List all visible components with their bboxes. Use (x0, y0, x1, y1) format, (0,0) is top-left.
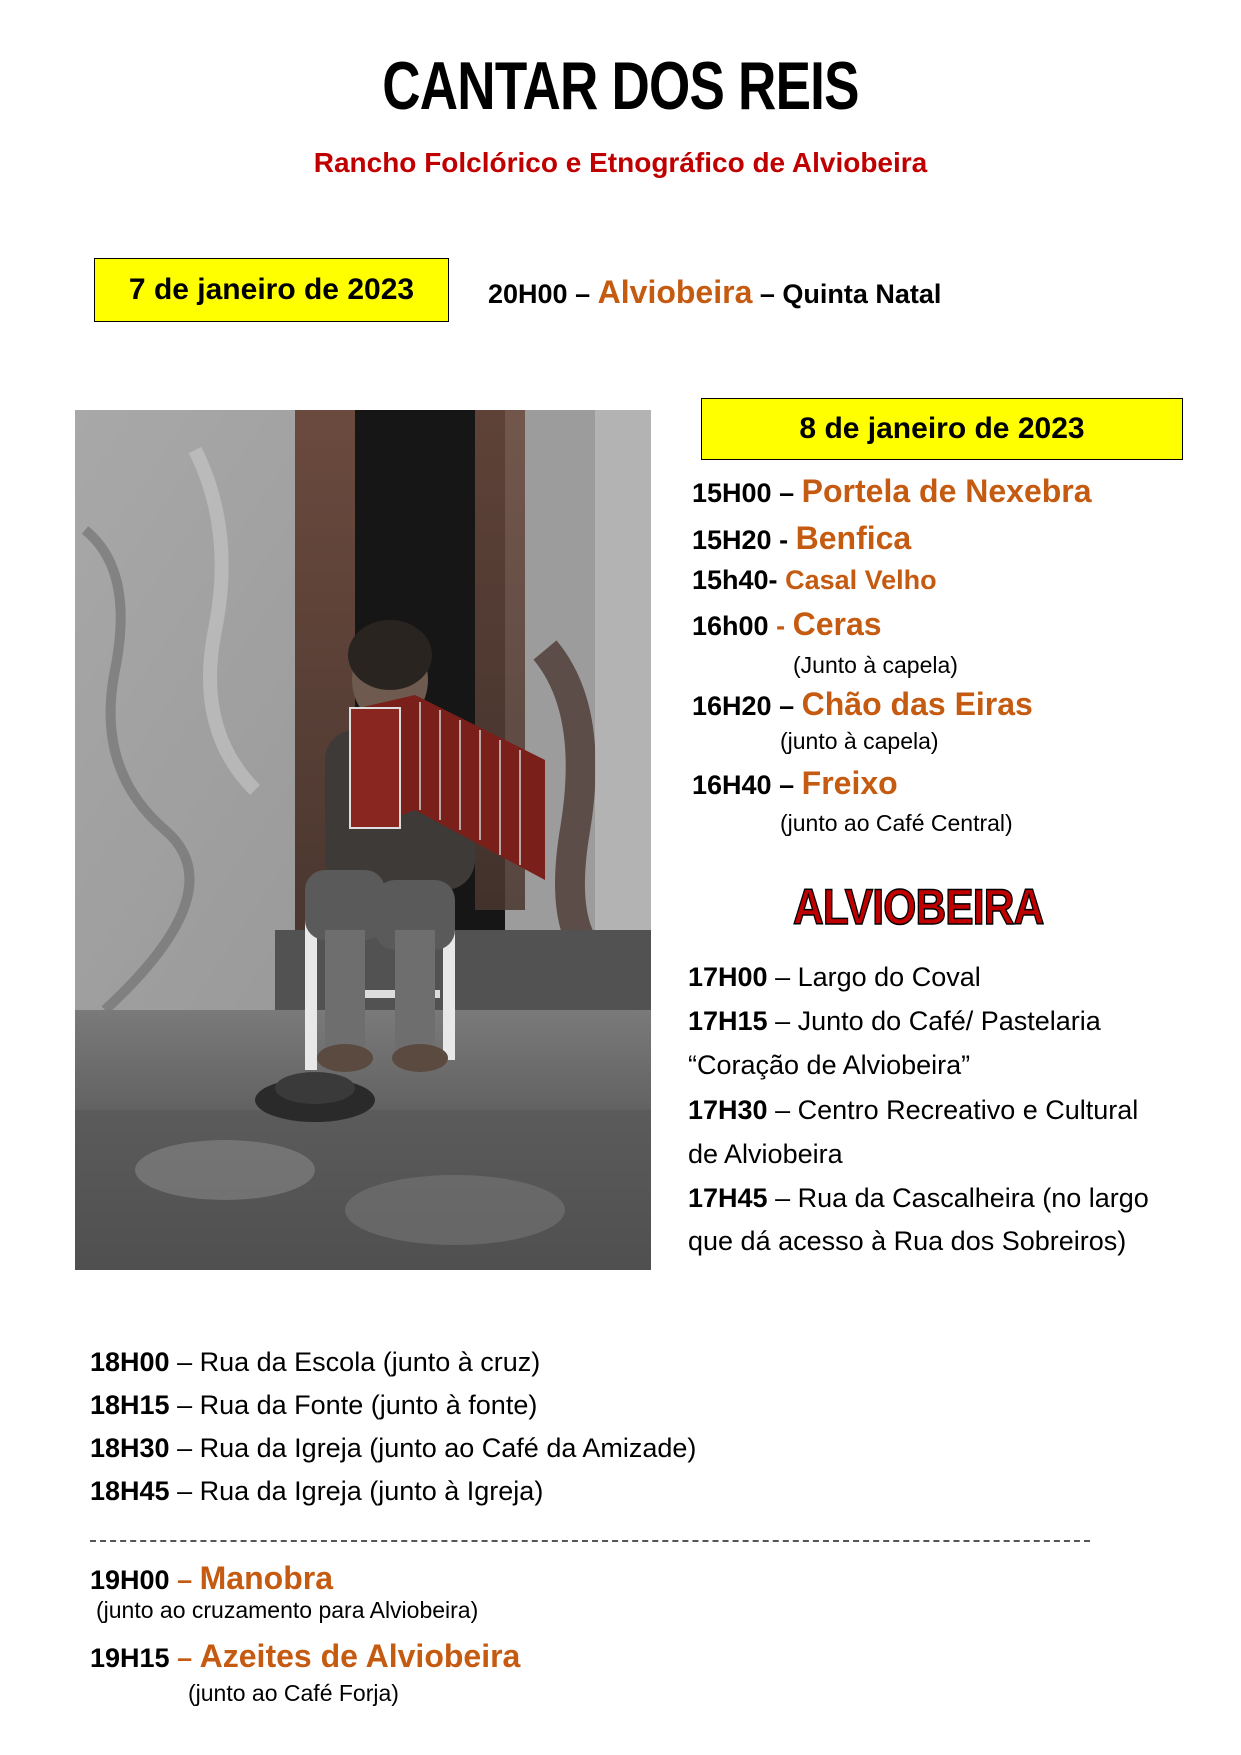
accordion-player-photo (75, 410, 651, 1270)
schedule-item (692, 606, 882, 643)
schedule-time: 17H00 (688, 962, 768, 992)
schedule-time: 16H20 (692, 691, 772, 721)
schedule-place: Portela de Nexebra (801, 473, 1092, 509)
schedule-time: 15H00 (692, 478, 772, 508)
schedule-time: 16h00 (692, 611, 769, 641)
schedule-time: 18H15 (90, 1390, 170, 1420)
schedule-continuation: “Coração de Alviobeira” (688, 1050, 971, 1080)
schedule-time: 18H00 (90, 1347, 170, 1377)
schedule-time: 18H30 (90, 1433, 170, 1463)
schedule-time: 15h40- (692, 565, 778, 595)
page-title: CANTAR DOS REIS (382, 48, 859, 124)
schedule-note: (junto ao Café Central) (780, 810, 1013, 836)
day1-event (488, 274, 941, 311)
schedule-item (692, 473, 1092, 510)
schedule-time: 17H30 (688, 1095, 768, 1125)
schedule-text: – Rua da Igreja (junto ao Café da Amizade) (177, 1433, 697, 1463)
schedule-item (688, 1095, 1138, 1126)
schedule-time: 15H20 (692, 525, 772, 555)
schedule-place: Benfica (795, 520, 912, 556)
schedule-item (90, 1390, 537, 1421)
schedule-sep: – (177, 1643, 193, 1673)
schedule-text: – Junto do Café/ Pastelaria (775, 1006, 1101, 1036)
schedule-item (692, 565, 937, 596)
schedule-time: 18H45 (90, 1476, 170, 1506)
schedule-item (688, 962, 981, 993)
event-time: 20H00 (488, 279, 568, 309)
event-detail: – Quinta Natal (759, 279, 942, 309)
schedule-note: (junto ao Café Forja) (188, 1680, 399, 1706)
schedule-text: – Centro Recreativo e Cultural (775, 1095, 1139, 1125)
schedule-item (688, 1006, 1101, 1037)
schedule-note: (Junto à capela) (793, 652, 958, 678)
schedule-sep: – (779, 770, 795, 800)
schedule-item (90, 1560, 333, 1597)
schedule-item (90, 1433, 696, 1464)
schedule-item (688, 1183, 1149, 1214)
date-badge-day1 (94, 258, 449, 322)
event-sep: – (575, 279, 591, 309)
schedule-text: – Rua da Escola (junto à cruz) (177, 1347, 541, 1377)
schedule-note: (junto à capela) (780, 728, 939, 754)
schedule-item (90, 1347, 540, 1378)
date-badge-day2 (701, 398, 1183, 460)
schedule-text: – Largo do Coval (775, 962, 981, 992)
schedule-item (692, 520, 911, 557)
date-label: 7 de janeiro de 2023 (128, 273, 415, 306)
schedule-time: 17H45 (688, 1183, 768, 1213)
schedule-sep: – (779, 691, 795, 721)
section-heading-alviobeira: ALVIOBEIRA (793, 879, 1044, 935)
schedule-sep: - (776, 611, 786, 641)
schedule-sep: – (177, 1565, 193, 1595)
schedule-sep: – (779, 478, 795, 508)
schedule-time: 19H00 (90, 1565, 170, 1595)
schedule-place: Manobra (199, 1560, 333, 1596)
schedule-sep: - (779, 525, 789, 555)
schedule-place: Casal Velho (785, 565, 937, 595)
schedule-text: – Rua da Fonte (junto à fonte) (177, 1390, 538, 1420)
schedule-place: Ceras (792, 606, 882, 642)
photo-illustration (75, 410, 651, 1270)
schedule-item (90, 1476, 543, 1507)
schedule-place: Freixo (801, 765, 898, 801)
page-subtitle: Rancho Folclórico e Etnográfico de Alviobeira (313, 147, 928, 178)
schedule-time: 17H15 (688, 1006, 768, 1036)
schedule-item (692, 765, 898, 802)
schedule-place: Chão das Eiras (801, 686, 1033, 722)
schedule-text: – Rua da Cascalheira (no largo (775, 1183, 1149, 1213)
schedule-item (90, 1638, 520, 1675)
event-place: Alviobeira (597, 274, 753, 310)
schedule-item (692, 686, 1033, 723)
schedule-text: – Rua da Igreja (junto à Igreja) (177, 1476, 544, 1506)
date-label: 8 de janeiro de 2023 (799, 412, 1085, 445)
schedule-note: (junto ao cruzamento para Alviobeira) (96, 1597, 479, 1623)
schedule-continuation: de Alviobeira (688, 1139, 843, 1169)
divider (90, 1540, 1090, 1542)
schedule-continuation: que dá acesso à Rua dos Sobreiros) (688, 1226, 1127, 1256)
schedule-time: 19H15 (90, 1643, 170, 1673)
schedule-time: 16H40 (692, 770, 772, 800)
schedule-place: Azeites de Alviobeira (199, 1638, 521, 1674)
